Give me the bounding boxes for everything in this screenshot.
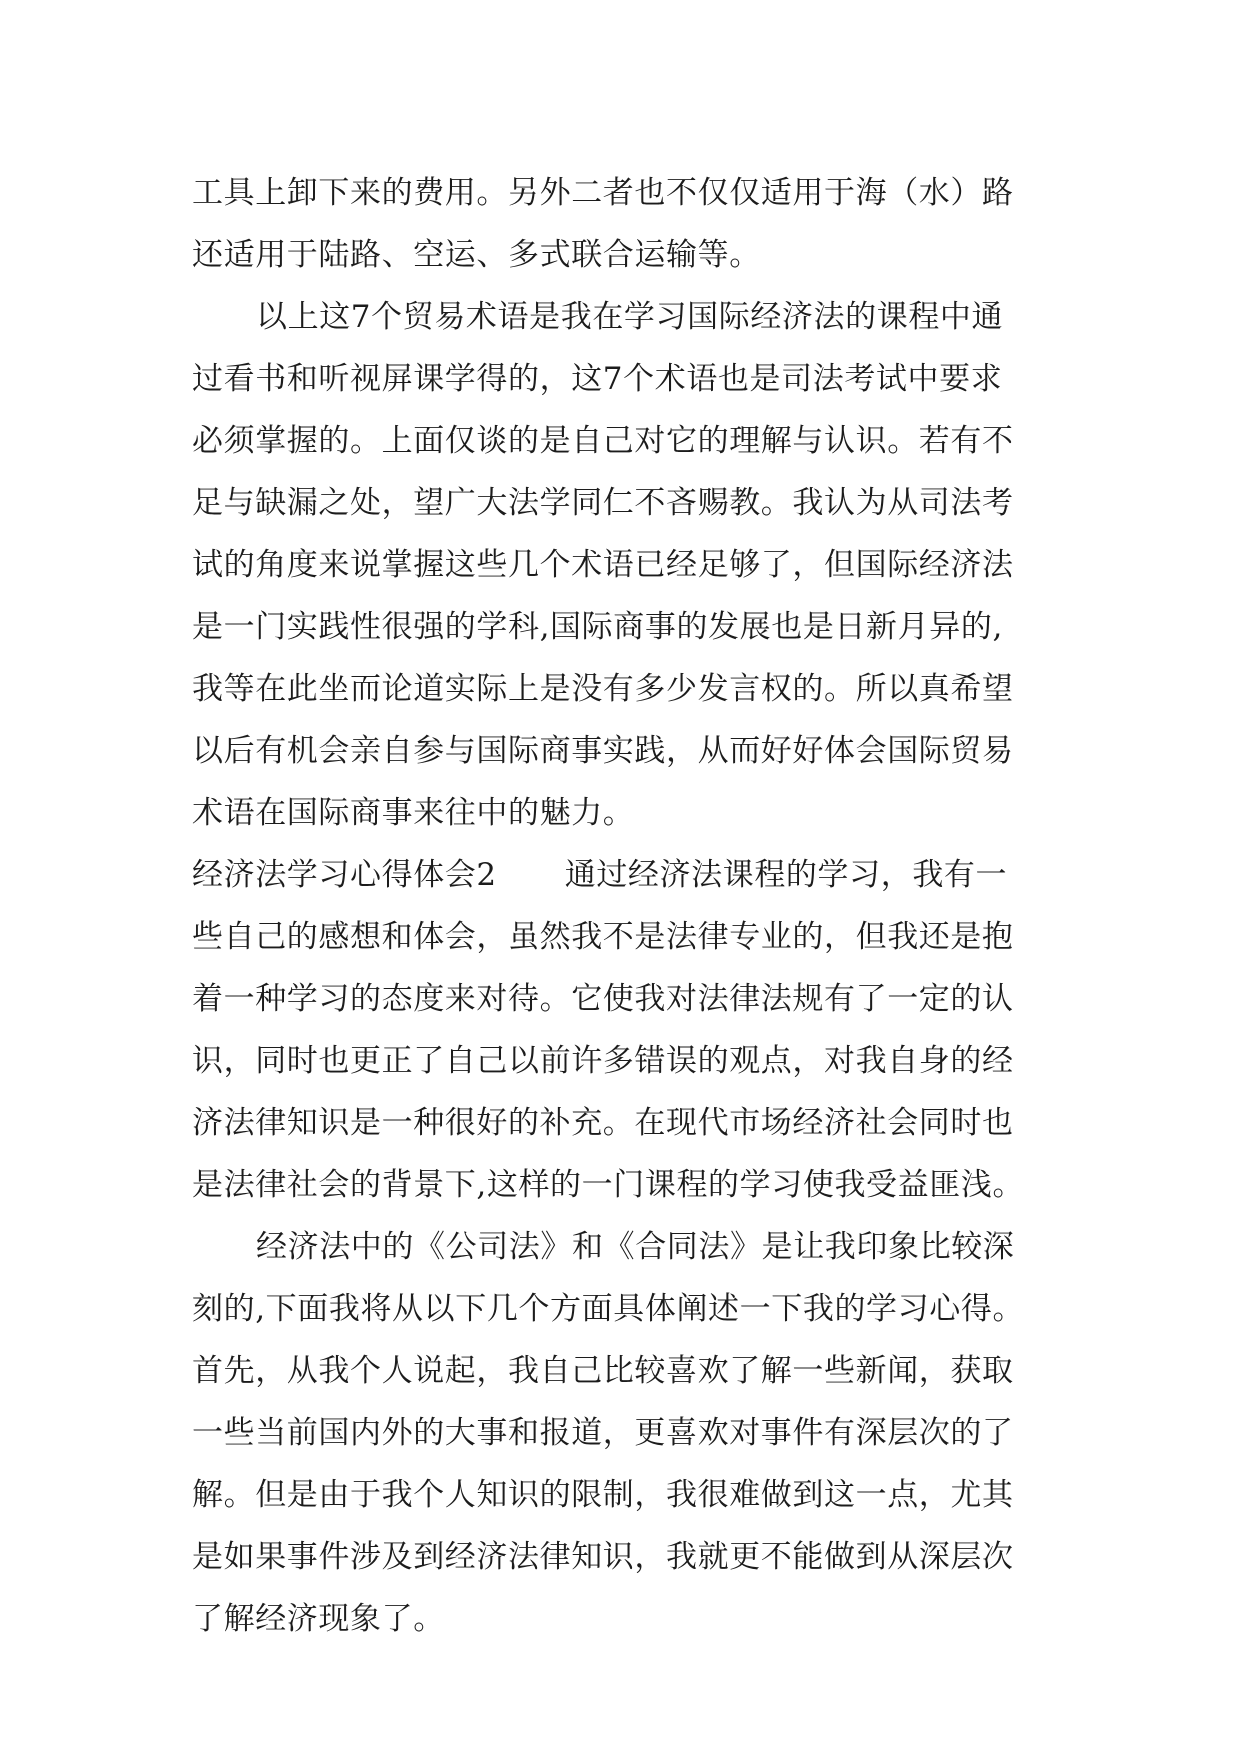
text-line: 解。但是由于我个人知识的限制，我很难做到这一点，尤其 bbox=[192, 1477, 1014, 1513]
text-line: 了解经济现象了。 bbox=[192, 1601, 445, 1637]
text-line: 一些当前国内外的大事和报道，更喜欢对事件有深层次的了 bbox=[192, 1415, 1014, 1451]
paragraph-start-line: 经济法中的《公司法》和《合同法》是让我印象比较深 bbox=[256, 1229, 1015, 1265]
text-line: 济法律知识是一种很好的补充。在现代市场经济社会同时也 bbox=[192, 1105, 1014, 1141]
document-body bbox=[192, 162, 1052, 1650]
paragraph-start-line: 以上这7个贸易术语是我在学习国际经济法的课程中通 bbox=[256, 299, 1004, 335]
text-line: 试的角度来说掌握这些几个术语已经足够了，但国际经济法 bbox=[192, 547, 1014, 583]
text-line: 识，同时也更正了自己以前许多错误的观点，对我自身的经 bbox=[192, 1043, 1014, 1079]
text-line: 还适用于陆路、空运、多式联合运输等。 bbox=[192, 237, 761, 273]
text-line: 工具上卸下来的费用。另外二者也不仅仅适用于海（水）路 bbox=[192, 175, 1014, 211]
text-line: 是如果事件涉及到经济法律知识，我就更不能做到从深层次 bbox=[192, 1539, 1014, 1575]
section-first-text: 通过经济法课程的学习，我有一 bbox=[564, 857, 1008, 893]
text-line: 我等在此坐而论道实际上是没有多少发言权的。所以真希望 bbox=[192, 671, 1014, 707]
text-line: 些自己的感想和体会，虽然我不是法律专业的，但我还是抱 bbox=[192, 919, 1014, 955]
section-heading: 经济法学习心得体会2 bbox=[192, 857, 497, 893]
text-line: 刻的,下面我将从以下几个方面具体阐述一下我的学习心得。 bbox=[192, 1291, 1025, 1327]
text-line: 首先，从我个人说起，我自己比较喜欢了解一些新闻，获取 bbox=[192, 1353, 1014, 1389]
text-line: 足与缺漏之处，望广大法学同仁不吝赐教。我认为从司法考 bbox=[192, 485, 1014, 521]
text-line: 过看书和听视屏课学得的，这7个术语也是司法考试中要求 bbox=[192, 361, 1003, 397]
text-line: 术语在国际商事来往中的魅力。 bbox=[192, 795, 635, 831]
text-line: 以后有机会亲自参与国际商事实践，从而好好体会国际贸易 bbox=[192, 733, 1014, 769]
text-line: 是法律社会的背景下,这样的一门课程的学习使我受益匪浅。 bbox=[192, 1167, 1025, 1203]
text-line: 必须掌握的。上面仅谈的是自己对它的理解与认识。若有不 bbox=[192, 423, 1014, 459]
section-heading-line bbox=[192, 844, 1052, 906]
text-line: 着一种学习的态度来对待。它使我对法律法规有了一定的认 bbox=[192, 981, 1014, 1017]
text-line: 是一门实践性很强的学科,国际商事的发展也是日新月异的, bbox=[192, 609, 1003, 645]
